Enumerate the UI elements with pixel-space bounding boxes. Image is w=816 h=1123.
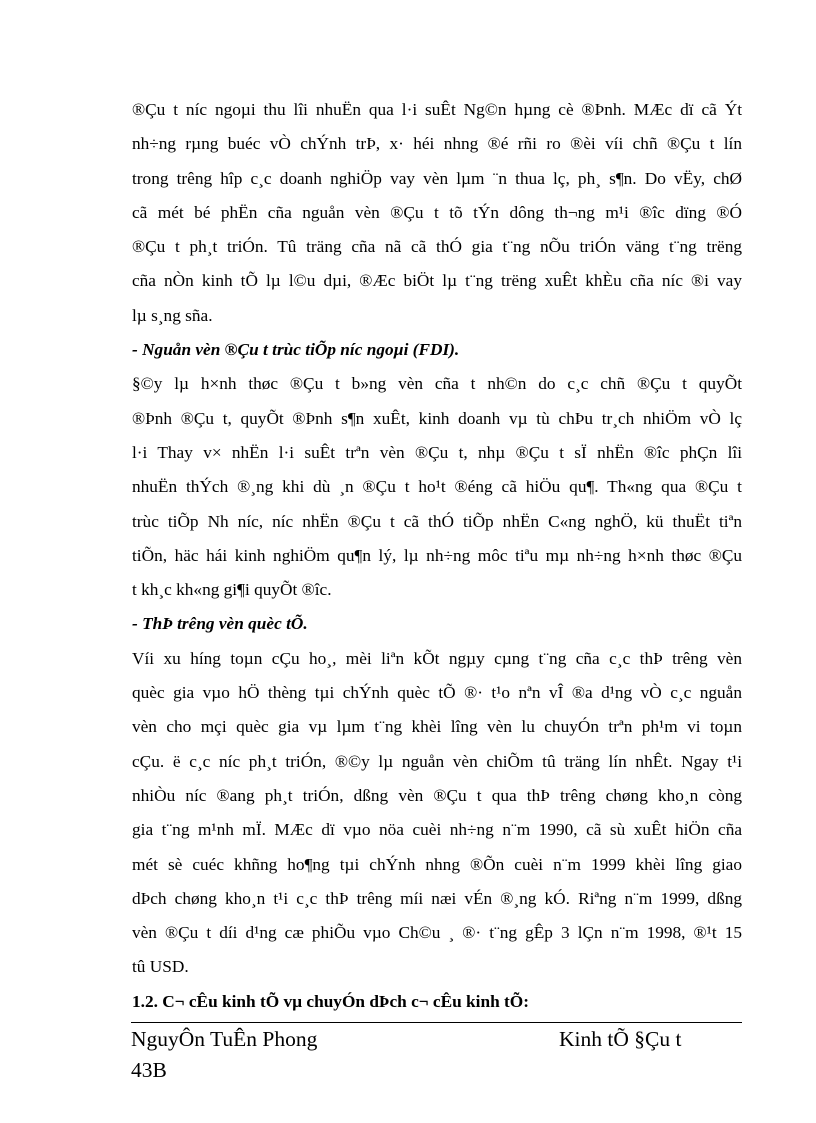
section-heading: - Nguån vèn ®Çu t trùc tiÕp níc ngoµi (FDI). <box>132 340 460 360</box>
footer-divider <box>131 1022 742 1023</box>
text-line: l·i Thay v× nhËn l·i suÊt trªn vèn ®Çu t, nhµ ®Çu t sÏ nhËn ®îc phÇn lîi <box>132 442 742 462</box>
body-text <box>132 93 742 1019</box>
footer-subject: Kinh tÕ §Çu t <box>559 1027 682 1051</box>
text-line: quèc gia vµo hÖ thèng tµi chÝnh quèc tÕ ®· t¹o nªn vÎ ®a d¹ng vÒ c¸c nguån <box>132 683 742 703</box>
text-line: trùc tiÕp Nh níc, níc nhËn ®Çu t cã thÓ tiÕp nhËn C«ng nghÖ, kü thuËt tiªn <box>132 511 742 531</box>
text-line: nh÷ng rµng buéc vÒ chÝnh trÞ, x· héi nhng ®é rñi ro ®èi víi chñ ®Çu t lín <box>132 134 742 154</box>
text-line: vèn cho mçi quèc gia vµ lµm t¨ng khèi lîng vèn lu chuyÓn trªn ph¹m vi toµn <box>132 717 742 737</box>
text-line: lµ s¸ng sña. <box>132 305 213 325</box>
text-line: ®Çu t níc ngoµi thu lîi nhuËn qua l·i suÊt Ng©n hµng cè ®Þnh. MÆc dï cã Ýt <box>132 100 742 119</box>
text-line: vèn ®Çu t díi d¹ng cæ phiÕu vµo Ch©u ¸ ®· t¨ng gÊp 3 lÇn n¨m 1998, ®¹t 15 <box>132 923 742 943</box>
text-line: tû USD. <box>132 957 189 977</box>
text-line: nhuËn thÝch ®¸ng khi dù ¸n ®Çu t ho¹t ®éng cã hiÖu qu¶. Th«ng qua ®Çu t <box>132 477 742 497</box>
text-line: mét sè cuéc khñng ho¶ng tµi chÝnh nhng ®Õn cuèi n¨m 1999 khèi lîng giao <box>132 854 742 874</box>
text-line: cña nÒn kinh tÕ lµ l©u dµi, ®Æc biÖt lµ t¨ng trëng xuÊt khÈu cña níc ®i vay <box>132 271 742 291</box>
text-line: ®Çu t ph¸t triÓn. Tû träng cña nã cã thÓ gia t¨ng nÕu triÓn väng t¨ng trëng <box>132 237 742 257</box>
text-line: t kh¸c kh«ng gi¶i quyÕt ®îc. <box>132 580 332 600</box>
text-line: gia t¨ng m¹nh mÏ. MÆc dï vµo nöa cuèi nh÷ng n¨m 1990, cã sù xuÊt hiÖn cña <box>132 820 742 840</box>
text-line: cÇu. ë c¸c níc ph¸t triÓn, ®©y lµ nguån vèn chiÕm tû träng lín nhÊt. Ngay t¹i <box>132 751 742 771</box>
text-line: nhiÒu níc ®ang ph¸t triÓn, dßng vèn ®Çu t qua thÞ trêng chøng kho¸n còng <box>132 785 742 805</box>
text-line: trong trêng hîp c¸c doanh nghiÖp vay vèn lµm ¨n thua lç, ph¸ s¶n. Do vËy, chØ <box>132 168 742 188</box>
chapter-heading: 1.2. C¬ cÊu kinh tÕ vµ chuyÓn dÞch c¬ cÊu kinh tÕ: <box>132 991 529 1011</box>
text-line: §©y lµ h×nh thøc ®Çu t b»ng vèn cña t nh©n do c¸c chñ ®Çu t quyÕt <box>132 374 742 394</box>
section-heading: - ThÞ trêng vèn quèc tÕ. <box>132 614 308 634</box>
text-line: dÞch chøng kho¸n t¹i c¸c thÞ trêng míi næi vÉn ®¸ng kÓ. Riªng n¨m 1999, dßng <box>132 888 742 908</box>
text-line: Víi xu híng toµn cÇu ho¸, mèi liªn kÕt ngµy cµng t¨ng cña c¸c thÞ trêng vèn <box>132 648 742 668</box>
footer-author: NguyÔn TuÊn Phong <box>131 1027 318 1051</box>
footer-class: 43B <box>131 1058 167 1082</box>
text-line: cã mét bé phËn cña nguån vèn ®Çu t tõ tÝn dông th¬ng m¹i ®îc dïng ®Ó <box>132 202 742 222</box>
text-line: tiÕn, häc hái kinh nghiÖm qu¶n lý, lµ nh÷ng môc tiªu mµ nh÷ng h×nh thøc ®Çu <box>132 545 742 565</box>
text-line: ®Þnh ®Çu t, quyÕt ®Þnh s¶n xuÊt, kinh doanh vµ tù chÞu tr¸ch nhiÖm vÒ lç <box>132 408 742 428</box>
